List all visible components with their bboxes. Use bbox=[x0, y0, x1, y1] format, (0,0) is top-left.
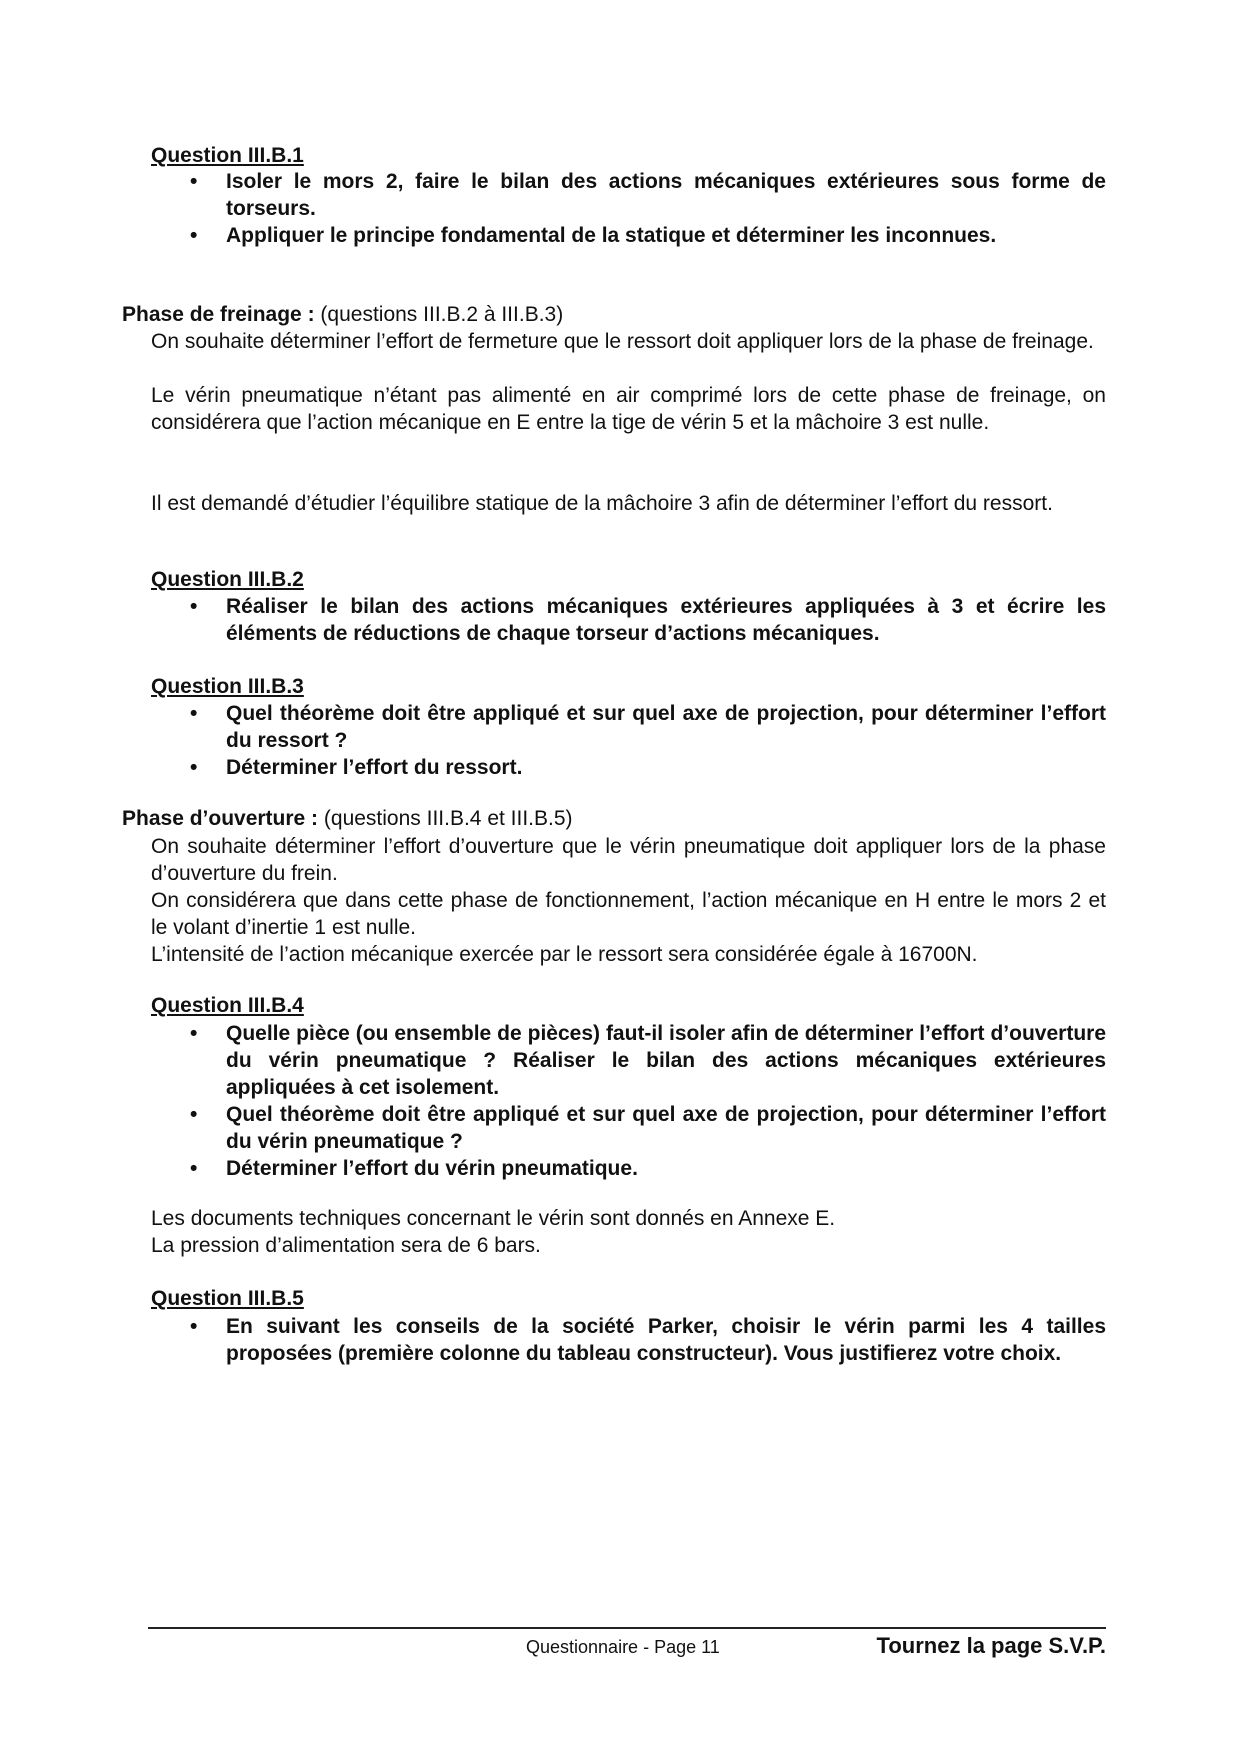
bullet-item: • Quel théorème doit être appliqué et sur quel axe de projection, pour déterminer l’effort du ressort ? bbox=[188, 700, 1106, 754]
bullet-item: • Réaliser le bilan des actions mécaniques extérieures appliquées à 3 et écrire les éléments de réductions de chaque torseur d’actions mécaniques. bbox=[188, 593, 1106, 647]
footer-turn-page: Tournez la page S.V.P. bbox=[876, 1633, 1106, 1658]
bullet-item: • Quelle pièce (ou ensemble de pièces) faut-il isoler afin de déterminer l’effort d’ouverture du vérin pneumatique ? Réaliser le bilan des actions mécaniques extérieures appliquées à cet isolement. bbox=[188, 1020, 1106, 1101]
question-III-B-1-title: Question III.B.1 bbox=[151, 144, 304, 167]
freinage-paragraph-3: Il est demandé d’étudier l’équilibre statique de la mâchoire 3 afin de déterminer l’effort du ressort. bbox=[151, 492, 1053, 515]
question-III-B-1-bullets bbox=[188, 168, 1106, 249]
question-III-B-4-title: Question III.B.4 bbox=[151, 994, 304, 1017]
docs-line-1: Les documents techniques concernant le vérin sont donnés en Annexe E. bbox=[151, 1207, 836, 1230]
phase-freinage-heading bbox=[122, 302, 563, 328]
freinage-paragraph-1: On souhaite déterminer l’effort de fermeture que le ressort doit appliquer lors de la phase de freinage. bbox=[151, 330, 1094, 353]
question-III-B-2-bullets bbox=[188, 593, 1106, 647]
question-III-B-5-bullets bbox=[188, 1313, 1106, 1367]
question-III-B-3-title: Question III.B.3 bbox=[151, 675, 304, 698]
question-III-B-5-title: Question III.B.5 bbox=[151, 1287, 304, 1310]
docs-line-2: La pression d’alimentation sera de 6 bars. bbox=[151, 1234, 541, 1257]
question-III-B-3-bullets bbox=[188, 700, 1106, 781]
footer-page-label: Questionnaire - Page 11 bbox=[526, 1637, 720, 1657]
phase-ouverture-label: Phase d’ouverture : bbox=[122, 807, 319, 830]
question-III-B-4-bullets bbox=[188, 1020, 1106, 1182]
bullet-item: • Appliquer le principe fondamental de la statique et déterminer les inconnues. bbox=[188, 222, 1106, 249]
ouverture-paragraph-3: L’intensité de l’action mécanique exercée par le ressort sera considérée égale à 16700N. bbox=[151, 943, 978, 966]
bullet-item: • Déterminer l’effort du vérin pneumatique. bbox=[188, 1155, 1106, 1182]
bullet-item: • Déterminer l’effort du ressort. bbox=[188, 754, 1106, 781]
footer-divider bbox=[148, 1627, 1106, 1629]
ouverture-paragraph-1: On souhaite déterminer l’effort d’ouverture que le vérin pneumatique doit appliquer lors de la phase d’ouverture du frein. bbox=[151, 835, 1106, 885]
bullet-item: • En suivant les conseils de la société Parker, choisir le vérin parmi les 4 tailles proposées (première colonne du tableau constructeur). Vous justifierez votre choix. bbox=[188, 1313, 1106, 1367]
bullet-item: • Isoler le mors 2, faire le bilan des actions mécaniques extérieures sous forme de torseurs. bbox=[188, 168, 1106, 222]
phase-ouverture-ref: (questions III.B.4 et III.B.5) bbox=[323, 807, 573, 830]
ouverture-paragraph-2: On considérera que dans cette phase de fonctionnement, l’action mécanique en H entre le mors 2 et le volant d’inertie 1 est nulle. bbox=[151, 889, 1106, 939]
freinage-paragraph-2: Le vérin pneumatique n’étant pas alimenté en air comprimé lors de cette phase de freinage, on considérera que l’action mécanique en E entre la tige de vérin 5 et la mâchoire 3 est nulle. bbox=[151, 384, 1106, 434]
phase-freinage-label: Phase de freinage : bbox=[122, 303, 315, 326]
phase-freinage-ref: (questions III.B.2 à III.B.3) bbox=[320, 303, 564, 326]
bullet-item: • Quel théorème doit être appliqué et sur quel axe de projection, pour déterminer l’effort du vérin pneumatique ? bbox=[188, 1101, 1106, 1155]
phase-ouverture-heading bbox=[122, 806, 573, 832]
question-III-B-2-title: Question III.B.2 bbox=[151, 568, 304, 591]
